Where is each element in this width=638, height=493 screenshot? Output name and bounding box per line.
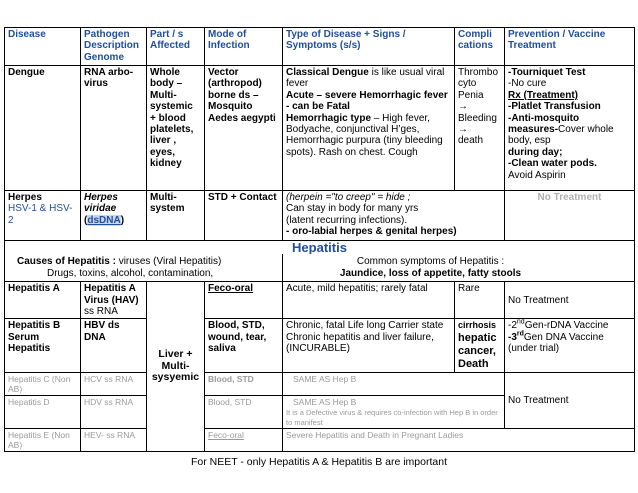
causes-line2: Drugs, toxins, alcohol, contamination, bbox=[47, 267, 214, 279]
hep-e-pathogen: HEV- ss RNA bbox=[81, 428, 147, 451]
herpes-type-1: (herpein ="to creep" = hide ; bbox=[286, 192, 411, 203]
herpes-row bbox=[5, 191, 635, 241]
hep-a-pathogen-name: Hepatitis A Virus (HAV) bbox=[84, 283, 139, 306]
header-row bbox=[5, 28, 635, 66]
hepatitis-banner-row bbox=[5, 241, 635, 255]
header-part: Part / s Affected bbox=[147, 28, 205, 66]
hepatitis-causes bbox=[5, 254, 283, 281]
hep-b-row bbox=[5, 319, 635, 372]
dengue-comp-2: Bleeding bbox=[458, 112, 497, 124]
dengue-part: Whole body – Multi-systemic + blood platelets, liver , eyes, kidney bbox=[147, 66, 205, 191]
hep-a-type: Acute, mild hepatitis; rarely fatal bbox=[283, 282, 455, 319]
hep-cd-prevention: No Treatment bbox=[505, 372, 635, 428]
dengue-acute: Acute – severe Hemorrhagic fever - can be Fatal bbox=[286, 89, 448, 113]
hep-a-pathogen bbox=[81, 282, 147, 319]
herpes-part: Multi-system bbox=[147, 191, 205, 241]
dengue-prev-1: -Tourniquet Test bbox=[508, 67, 586, 78]
header-mode: Mode of Infection bbox=[205, 28, 283, 66]
hep-a-disease: Hepatitis A bbox=[5, 282, 81, 319]
hep-c-disease: Hepatitis C (Non AB) bbox=[5, 372, 81, 395]
hep-a-row bbox=[5, 282, 635, 319]
herpes-type-2: Can stay in body for many yrs bbox=[286, 203, 419, 215]
hep-c-mode: Blood, STD bbox=[205, 372, 283, 395]
hep-b-prev-2 bbox=[508, 332, 604, 343]
herpes-type-4: - oro-labial herpes & genital herpes) bbox=[286, 226, 457, 238]
herpes-prevention: No Treatment bbox=[505, 191, 635, 241]
hep-c-type: SAME AS Hep B bbox=[283, 372, 505, 395]
disease-table bbox=[4, 27, 635, 452]
hep-d-type-1: SAME AS Hep B bbox=[293, 396, 357, 407]
hep-b-pathogen: HBV ds DNA bbox=[81, 319, 147, 372]
causes-label: Causes of Hepatitis : bbox=[17, 256, 116, 268]
herpes-pathogen-1: Herpes viridae bbox=[84, 192, 118, 215]
herpes-mode: STD + Contact bbox=[205, 191, 283, 241]
disease-table-sheet bbox=[4, 27, 634, 468]
dengue-classical: Classical Dengue bbox=[286, 67, 369, 78]
hep-a-complications: Rare bbox=[455, 282, 505, 319]
hep-a-genome: ss RNA bbox=[84, 306, 118, 318]
hep-b-comp-2: hepatic cancer, Death bbox=[458, 331, 497, 370]
dengue-type bbox=[283, 66, 455, 191]
herpes-disease-2: HSV-1 & HSV-2 bbox=[8, 203, 73, 226]
header-type: Type of Disease + Signs / Symptoms (s/s) bbox=[283, 28, 455, 66]
dengue-pathogen: RNA arbo-virus bbox=[81, 66, 147, 191]
arrow-icon: → bbox=[458, 101, 468, 113]
hep-d-pathogen: HDV ss RNA bbox=[81, 395, 147, 428]
dengue-type-line1: is like usual viral fever bbox=[286, 67, 445, 90]
hep-e-disease: Hepatitis E (Non AB) bbox=[5, 428, 81, 451]
herpes-paren-close: ) bbox=[120, 214, 125, 226]
hep-d-disease: Hepatitis D bbox=[5, 395, 81, 428]
dengue-disease: Dengue bbox=[5, 66, 81, 191]
hep-b-prev-3: (under trial) bbox=[508, 343, 560, 355]
hep-e-row bbox=[5, 428, 635, 451]
herpes-disease-1: Herpes bbox=[8, 192, 42, 203]
hep-b-type: Chronic, fatal Life long Carrier state Chronic hepatitis and liver failure, (INCURABLE) bbox=[283, 319, 455, 372]
causes-text: viruses (Viral Hepatitis) bbox=[115, 256, 222, 268]
hep-b-prev-2-post: Gen DNA Vaccine bbox=[523, 331, 604, 343]
header-disease: Disease bbox=[5, 28, 81, 66]
dengue-prev-5b: Cover whole body, esp bbox=[508, 124, 614, 147]
hep-b-prev-1-sup: nd bbox=[516, 319, 525, 327]
hep-b-prev-2-pre: -3 bbox=[508, 331, 517, 343]
hep-d-type bbox=[283, 395, 505, 428]
herpes-pathogen bbox=[81, 191, 147, 241]
hepatitis-symptoms bbox=[283, 254, 635, 281]
hep-c-pathogen: HCV ss RNA bbox=[81, 372, 147, 395]
hep-d-type-2: It is a Defective virus & requires co-infection with Hep B in order to manifest bbox=[286, 407, 498, 427]
hep-d-mode: Blood, STD bbox=[205, 395, 283, 428]
hepatitis-causes-row bbox=[5, 254, 635, 281]
dengue-mode: Vector (arthropod) borne ds – Mosquito Aedes aegypti bbox=[205, 66, 283, 191]
footer-note: For NEET - only Hepatitis A & Hepatitis B are important bbox=[191, 455, 447, 468]
hep-a-prevention: No Treatment bbox=[505, 282, 635, 319]
hep-b-comp-1: cirrhosis bbox=[458, 320, 497, 331]
hep-b-prev-2-sup: rd bbox=[516, 330, 524, 338]
dengue-prev-8: Avoid Aspirin bbox=[508, 169, 566, 181]
herpes-type bbox=[283, 191, 505, 241]
dengue-prev-7: -Clean water pods. bbox=[508, 158, 597, 170]
hep-b-complications bbox=[455, 319, 505, 372]
dengue-type-rest: – High fever, Bodyache, conjunctival H’ges, Hemorrhagic purpura (tiny bleeding spots). Rash on chest. Cough bbox=[286, 112, 443, 158]
dengue-prev-2: -No cure bbox=[508, 78, 547, 90]
dengue-prev-3: Rx (Treatment) bbox=[508, 89, 579, 101]
hep-e-type: Severe Hepatitis and Death in Pregnant Ladies bbox=[283, 428, 635, 451]
hep-e-mode: Feco-oral bbox=[205, 428, 283, 451]
dengue-prev-5: -Anti-mosquito measures- bbox=[508, 112, 580, 136]
hep-c-row bbox=[5, 372, 635, 395]
header-complications: Compli cations bbox=[455, 28, 505, 66]
hep-b-prev-1-post: Gen-rDNA Vaccine bbox=[524, 320, 609, 332]
hep-a-mode: Feco-oral bbox=[205, 282, 283, 319]
herpes-disease bbox=[5, 191, 81, 241]
dengue-complications bbox=[455, 66, 505, 191]
header-pathogen: Pathogen Description Genome bbox=[81, 28, 147, 66]
symptoms-text: Jaundice, loss of appetite, fatty stools bbox=[339, 267, 522, 279]
hep-b-prev-1-pre: -2 bbox=[508, 320, 517, 332]
header-prevention: Prevention / Vaccine Treatment bbox=[505, 28, 635, 66]
herpes-paren-open: ( bbox=[84, 214, 88, 226]
dengue-comp-1: Thrombo cyto Penia bbox=[458, 67, 499, 101]
dengue-prev-4: -Platlet Transfusion bbox=[508, 101, 601, 113]
symptoms-label: Common symptoms of Hepatitis : bbox=[356, 256, 505, 268]
dengue-comp-3: death bbox=[458, 135, 484, 147]
hep-b-disease: Hepatitis B Serum Hepatitis bbox=[5, 319, 81, 372]
hep-b-prevention bbox=[505, 319, 635, 372]
hepatitis-banner: Hepatitis bbox=[5, 241, 635, 255]
dengue-prevention bbox=[505, 66, 635, 191]
dengue-prev-6: during day; bbox=[508, 146, 563, 158]
dengue-row bbox=[5, 66, 635, 191]
hep-b-mode: Blood, STD, wound, tear, saliva bbox=[205, 319, 283, 372]
herpes-dsdna: dsDNA bbox=[87, 214, 121, 226]
arrow-icon: → bbox=[458, 124, 468, 136]
hepatitis-liver-part: Liver + Multi-sysyemic bbox=[147, 282, 205, 452]
dengue-hemorrhagic: Hemorrhagic type bbox=[286, 112, 372, 124]
herpes-type-3: (latent recurring infections). bbox=[286, 214, 408, 226]
